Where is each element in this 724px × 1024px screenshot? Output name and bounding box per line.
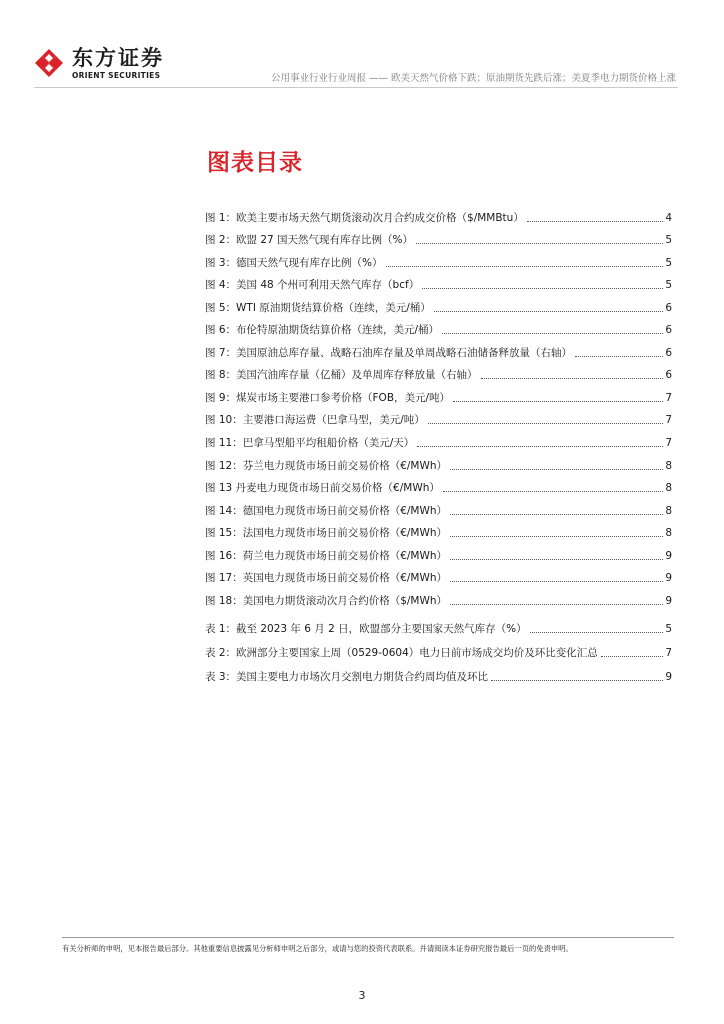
table-list: [205, 612, 672, 684]
table-entry-label[interactable]: 表 2：欧洲部分主要国家上周（0529-0604）电力日前市场成交均价及环比变化汇总: [205, 647, 598, 659]
dot-leader: [386, 265, 664, 267]
dot-leader: [450, 468, 663, 470]
logo-english-name: ORIENT SECURITIES: [72, 71, 161, 80]
dot-leader: [434, 310, 664, 312]
dot-leader: [481, 377, 664, 379]
figure-entry-label[interactable]: 图 16：荷兰电力现货市场日前交易价格（€/MWh）: [205, 549, 448, 562]
figure-entry-page[interactable]: 8: [665, 459, 672, 472]
dot-leader: [527, 220, 663, 222]
figure-entry[interactable]: [205, 360, 672, 383]
dot-leader: [575, 355, 663, 357]
figure-entry-page[interactable]: 6: [665, 346, 672, 359]
figure-entry-label[interactable]: 图 4：美国 48 个州可利用天然气库存（bcf）: [205, 279, 420, 292]
dot-leader: [450, 580, 663, 582]
figure-entry-page[interactable]: 7: [665, 391, 672, 404]
figure-entry-label[interactable]: 图 6：布伦特原油期货结算价格（连续，美元/桶）: [205, 324, 440, 337]
figure-entry[interactable]: [205, 315, 672, 338]
figure-entry-page[interactable]: 8: [665, 527, 672, 540]
page-header: [0, 0, 724, 100]
report-title: 公用事业行业行业周报 —— 欧美天然气价格下跌；原油期货先跌后涨；美夏季电力期货价格上涨: [270, 73, 676, 84]
figure-entry-label[interactable]: 图 12：芬兰电力现货市场日前交易价格（€/MWh）: [205, 459, 448, 472]
table-entry[interactable]: [205, 636, 672, 660]
table-entry-label[interactable]: 表 1：截至 2023 年 6 月 2 日，欧盟部分主要国家天然气库存（%）: [205, 623, 527, 635]
figure-entry[interactable]: [205, 563, 672, 586]
figure-entry[interactable]: [205, 518, 672, 541]
figure-entry[interactable]: [205, 450, 672, 473]
figure-entry-label[interactable]: 图 8：美国汽油库存量（亿桶）及单周库存释放量（右轴）: [205, 369, 478, 382]
figure-entry[interactable]: [205, 405, 672, 428]
figure-entry[interactable]: [205, 337, 672, 360]
figure-entry-label[interactable]: 图 11：巴拿马型船平均租船价格（美元/天）: [205, 437, 415, 450]
figure-entry[interactable]: [205, 292, 672, 315]
figure-entry-label[interactable]: 图 7：美国原油总库存量、战略石油库存量及单周战略石油储备释放量（右轴）: [205, 346, 573, 359]
figure-entry-label[interactable]: 图 1：欧美主要市场天然气期货滚动次月合约成交价格（$/MMBtu）: [205, 211, 524, 224]
figure-entry-label[interactable]: 图 18：美国电力期货滚动次月合约价格（$/MWh）: [205, 594, 448, 607]
dot-leader: [450, 535, 663, 537]
dot-leader: [428, 422, 664, 424]
dot-leader: [443, 490, 663, 492]
figure-entry-page[interactable]: 4: [665, 211, 672, 224]
table-entry-page[interactable]: 5: [665, 623, 672, 635]
figure-entry-page[interactable]: 5: [665, 279, 672, 292]
figure-entry-label[interactable]: 图 13 丹麦电力现货市场日前交易价格（€/MWh）: [205, 482, 440, 495]
figure-entry[interactable]: [205, 225, 672, 248]
figure-entry-page[interactable]: 9: [665, 572, 672, 585]
dot-leader: [417, 445, 663, 447]
toc-title: 图表目录: [207, 150, 303, 176]
page-number: 3: [358, 989, 366, 1002]
dot-leader: [422, 287, 663, 289]
figure-entry-label[interactable]: 图 10：主要港口海运费（巴拿马型，美元/吨）: [205, 414, 425, 427]
figure-entry-label[interactable]: 图 14：德国电力现货市场日前交易价格（€/MWh）: [205, 504, 448, 517]
figure-entry[interactable]: [205, 247, 672, 270]
dot-leader: [491, 679, 663, 681]
figure-entry-label[interactable]: 图 17：英国电力现货市场日前交易价格（€/MWh）: [205, 572, 448, 585]
dot-leader: [450, 603, 663, 605]
figure-entry-label[interactable]: 图 15：法国电力现货市场日前交易价格（€/MWh）: [205, 527, 448, 540]
figure-entry-label[interactable]: 图 9：煤炭市场主要港口参考价格（FOB，美元/吨）: [205, 391, 451, 404]
figure-entry-label[interactable]: 图 3：德国天然气现有库存比例（%）: [205, 256, 383, 269]
table-entry-page[interactable]: 7: [665, 647, 672, 659]
figure-entry[interactable]: [205, 585, 672, 608]
header-divider: [34, 87, 678, 88]
table-entry-label[interactable]: 表 3：美国主要电力市场次月交割电力期货合约周均值及环比: [205, 671, 489, 683]
dot-leader: [530, 631, 664, 633]
dot-leader: [601, 655, 664, 657]
figure-entry-page[interactable]: 6: [665, 324, 672, 337]
figure-entry-page[interactable]: 7: [665, 437, 672, 450]
disclaimer-text: 有关分析师的申明，见本报告最后部分。其他重要信息披露见分析师申明之后部分，或请与您的投资代表联系。并请阅读本证券研究报告最后一页的免责申明。: [62, 944, 573, 953]
figure-list: [205, 202, 672, 608]
figure-entry-page[interactable]: 8: [665, 504, 672, 517]
figure-entry-page[interactable]: 6: [665, 301, 672, 314]
figure-entry-page[interactable]: 5: [665, 234, 672, 247]
table-entry-page[interactable]: 9: [665, 671, 672, 683]
figure-entry[interactable]: [205, 202, 672, 225]
figure-entry[interactable]: [205, 382, 672, 405]
figure-entry[interactable]: [205, 540, 672, 563]
figure-entry-page[interactable]: 8: [665, 482, 672, 495]
dot-leader: [450, 558, 663, 560]
dot-leader: [450, 513, 663, 515]
figure-entry-page[interactable]: 5: [665, 256, 672, 269]
figure-entry[interactable]: [205, 427, 672, 450]
figure-entry-page[interactable]: 6: [665, 369, 672, 382]
table-entry[interactable]: [205, 612, 672, 636]
footer-divider: [62, 937, 674, 938]
figure-entry-label[interactable]: 图 5：WTI 原油期货结算价格（连续，美元/桶）: [205, 301, 431, 314]
figure-entry-page[interactable]: 9: [665, 594, 672, 607]
figure-entry[interactable]: [205, 495, 672, 518]
logo-chinese-name: 东方证券: [72, 46, 164, 70]
figure-entry-page[interactable]: 9: [665, 549, 672, 562]
figure-entry-page[interactable]: 7: [665, 414, 672, 427]
orient-securities-logo-icon: [34, 48, 64, 78]
dot-leader: [442, 332, 663, 334]
dot-leader: [416, 242, 663, 244]
figure-entry[interactable]: [205, 270, 672, 293]
table-entry[interactable]: [205, 660, 672, 684]
figure-entry[interactable]: [205, 473, 672, 496]
figure-entry-label[interactable]: 图 2：欧盟 27 国天然气现有库存比例（%）: [205, 234, 414, 247]
dot-leader: [453, 400, 663, 402]
